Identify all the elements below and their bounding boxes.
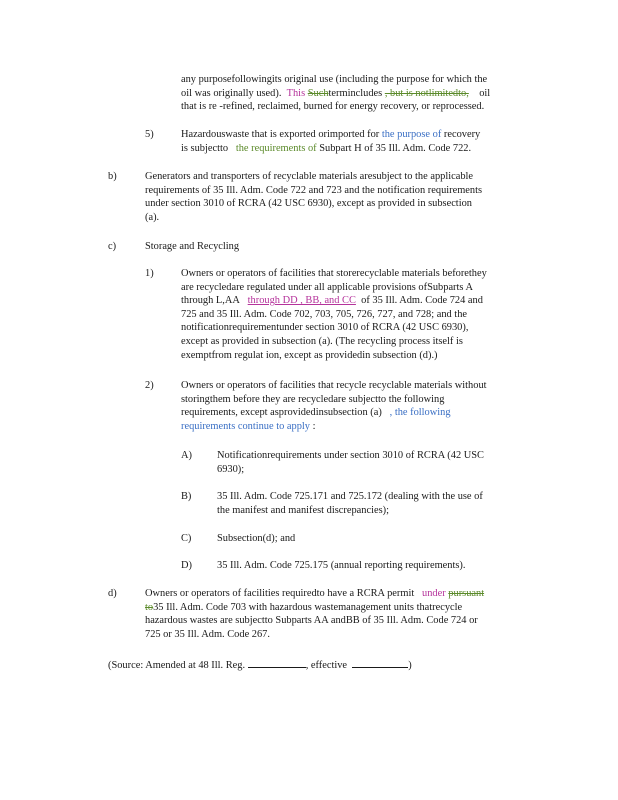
section-d-number: d) xyxy=(108,588,117,599)
section-b-number: b) xyxy=(108,171,117,182)
section-b-line: (a). xyxy=(145,211,160,223)
source-note: (Source: Amended at 48 Ill. Reg. , effective ) xyxy=(108,657,412,673)
item-5-text: Hazardouswaste that is exported orimported for the purpose of recovery is subjectto the requirements of Subpart H of 35 Ill. Adm. Code 722. xyxy=(181,129,481,154)
intro-line-3: that is re -refined, reclaimed, burned for energy recovery, or reprocessed. xyxy=(181,101,485,113)
intro-line-1: any purposefollowingits original use (including the purpose for which the xyxy=(181,74,488,85)
sub-a-text: Notificationrequirements under section 3010 of RCRA (42 USC 6930); xyxy=(217,450,484,475)
sub-b-text: 35 Ill. Adm. Code 725.171 and 725.172 (dealing with the use of the manifest and manifest discrepancies); xyxy=(217,491,483,516)
section-c-title: Storage and Recycling xyxy=(145,241,240,252)
item-c1-text: Owners or operators of facilities that storerecyclable materials beforethey are recycledare regulated under all applicable provisions ofSubparts A through L,AA through DD , BB, and CC of 35 Ill. Adm. Code 724 and 725 and 35 Ill. Adm. Code 702, 703, 705, 726, 727, and 728; and the notificationrequirementunder section 3010 of RCRA (42 USC 6930), except as provided in subsection (a). (The recycling process itself is exemptfrom regulat ion, except as providedin subsection (d).) xyxy=(181,268,487,361)
section-b-text xyxy=(145,170,525,224)
item-c1-number: 1) xyxy=(145,268,154,279)
section-b-line: under section 3010 of RCRA (42 USC 6930), except as provided in subsection xyxy=(145,198,472,210)
sub-d-number: D) xyxy=(181,560,192,571)
sub-c-number: C) xyxy=(181,533,192,544)
sub-d-text: 35 Ill. Adm. Code 725.175 (annual reporting requirements). xyxy=(217,560,466,571)
reg-blank xyxy=(248,657,306,668)
sub-b-number: B) xyxy=(181,491,192,502)
section-c-number: c) xyxy=(108,241,117,252)
sub-a-number: A) xyxy=(181,450,192,461)
section-d-text: Owners or operators of facilities requiredto have a RCRA permit under pursuant to35 Ill. Adm. Code 703 with hazardous wastemanagement units thatrecycle hazardous wastes are subjectto Subparts AA andBB of 35 Ill. Adm. Code 724 or 725 or 35 Ill. Adm. Code 267. xyxy=(145,588,485,640)
intro-line-2: oil was originally used). This Suchtermincludes , but is notlimitedto, oil xyxy=(181,87,491,99)
intro-paragraph xyxy=(181,73,539,114)
effective-date-blank xyxy=(352,657,408,668)
section-b-line: Generators and transporters of recyclable materials aresubject to the applicable xyxy=(145,171,474,182)
item-c2-number: 2) xyxy=(145,380,154,391)
section-b-line: requirements of 35 Ill. Adm. Code 722 and 723 and the notification requirements xyxy=(145,184,483,196)
item-5-number: 5) xyxy=(145,129,154,140)
item-c2-text: Owners or operators of facilities that recycle recyclable materials without storingthem before they are recycledare subjectto the following requirements, except asprovidedinsubsection (a) , the following requirements continue to apply : xyxy=(181,380,487,432)
sub-c-text: Subsection(d); and xyxy=(217,533,296,544)
